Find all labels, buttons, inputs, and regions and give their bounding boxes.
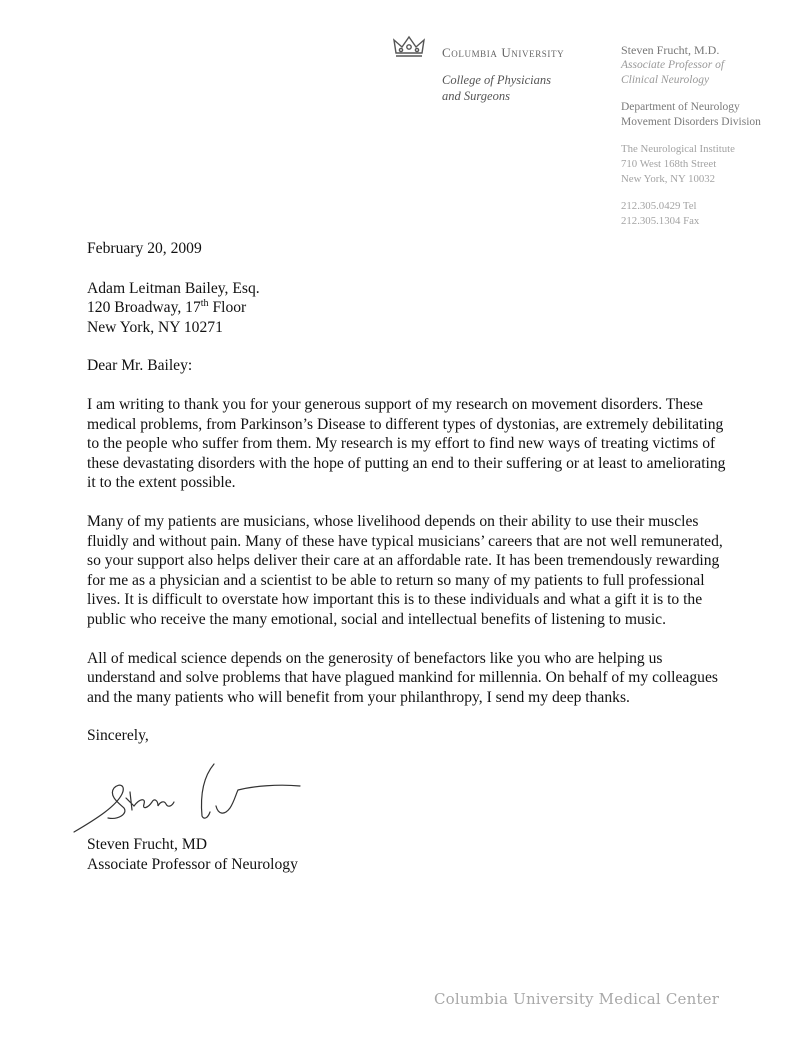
footer-institution: Columbia University Medical Center [434,990,720,1008]
sender-title-2: Clinical Neurology [621,74,710,86]
college-name [442,72,602,104]
paragraph-2: Many of my patients are musicians, whose livelihood depends on their ability to use their muscles fluidly and without pain. Many of these have typical musicians’ careers that are not well remunerated, so your support also helps deliver their care at an affordable rate. It has been tremendously rewarding for me as a physician and a scientist to be able to return so many of my patients to full professional lives. It is difficult to overstate how important this is to these individuals and what a gift it is to the public who receive the many emotional, social and intellectual benefits of listening to music. [87,512,723,628]
sender-block [621,43,761,241]
letter-date: February 20, 2009 [87,240,202,257]
sender-department-block [621,100,761,130]
signer-title: Associate Professor of Neurology [87,855,298,873]
closing: Sincerely, [87,727,149,745]
sender-tel: 212.305.0429 Tel [621,200,697,212]
university-name: Columbia University [442,45,565,60]
signature [68,758,308,838]
paragraph-3: All of medical science depends on the generosity of benefactors like you who are helping us understand and solve problems that have plagued mankind for millennia. On behalf of my colleagues and the many patients who will benefit from your philanthropy, I send my deep thanks. [87,649,718,706]
signer-block [87,835,298,874]
sender-address-line-3: New York, NY 10032 [621,173,716,185]
salutation: Dear Mr. Bailey: [87,357,193,375]
recipient-street-ordinal: th [200,298,209,309]
recipient-name: Adam Leitman Bailey, Esq. [87,279,260,297]
recipient-city: New York, NY 10271 [87,318,223,336]
recipient-address [87,279,727,338]
sender-address-line-2: 710 West 168th Street [621,158,717,170]
letter-body [87,239,727,746]
sender-phone-block [621,199,761,229]
recipient-street-suffix: Floor [208,299,247,317]
sender-address-line-1: The Neurological Institute [621,143,735,155]
recipient-street-prefix: 120 Broadway, 17 [87,299,201,317]
sender-title-1: Associate Professor of [621,59,725,71]
sender-department: Department of Neurology [621,101,740,113]
signer-name: Steven Frucht, MD [87,836,207,853]
sender-identity [621,43,761,88]
college-line-1: College of Physicians [442,73,552,87]
sender-name: Steven Frucht, M.D. [621,43,720,57]
paragraph-1: I am writing to thank you for your generous support of my research on movement disorders. These medical problems, from Parkinson’s Disease to different types of dystonias, are extremely debilitating to the people who suffer from them. My research is my effort to find new ways of treating victims of these devastating disorders with the hope of putting an end to their suffering or at least to ameliorating it to the extent possible. [87,395,726,492]
recipient-street [87,298,727,318]
crown-icon [392,34,426,60]
sender-fax: 212.305.1304 Fax [621,215,700,227]
college-line-2: and Surgeons [442,89,510,103]
sender-address [621,142,761,187]
sender-division: Movement Disorders Division [621,116,761,128]
